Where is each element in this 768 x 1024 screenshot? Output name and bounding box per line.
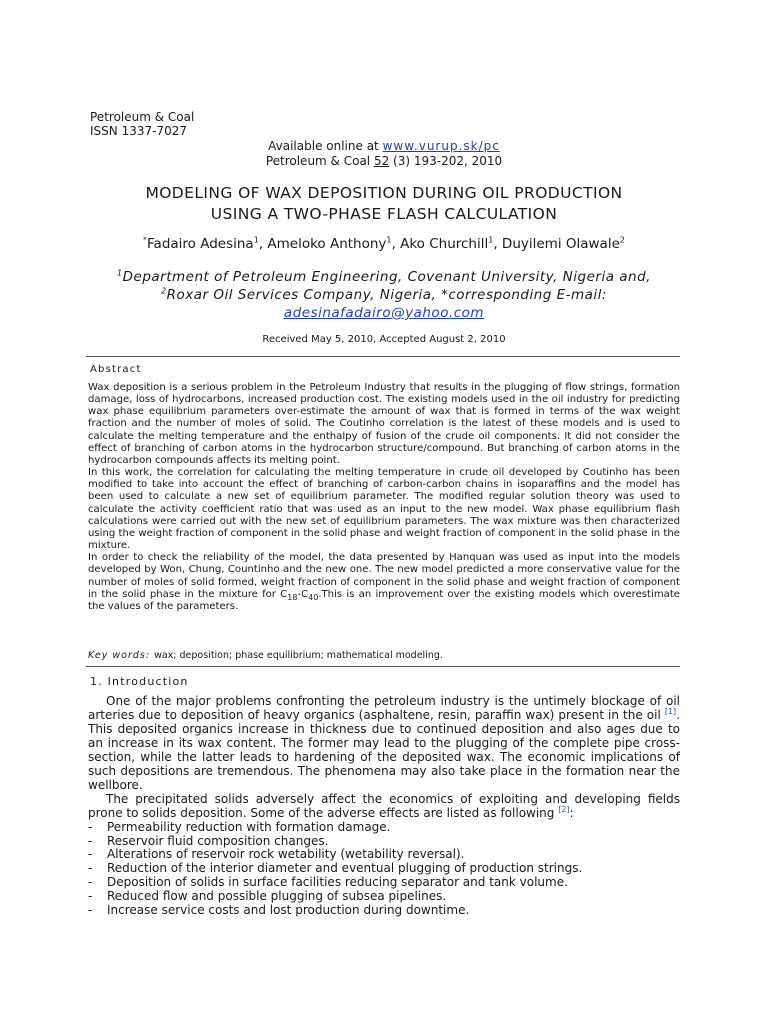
intro-p1-start: One of the major problems confronting the petroleum industry is the untimely blockage of oil arteries due to deposition of heavy organics (asphaltene, resin, paraffin wax) present in the oil [88,694,680,722]
affiliations [0,268,768,322]
abstract-p3-end: .This is an improvement over the existing models which overestimate the values of the parameters. [88,588,681,612]
list-bullet: - [88,819,93,834]
author-list [0,235,768,253]
abstract-paragraph-1: Wax deposition is a serious problem in the Petroleum Industry that results in the plugging of flow strings, formation damage, loss of hydrocarbons, increased production cost. The existing models used in the oil industry for predicting wax phase equilibrium parameters over-estimate the amount of wax that is formed in terms of the wax weight fraction and the number of moles of solid. The Coutinho correlation is the latest of these models and is used to calculate the melting temperature and the enthalpy of fusion of the crude oil components. It did not consider the effect of branching of carbon atoms in the hydrocarbon structure/compound. But branching of carbon atoms in the hydrocarbon compounds affects its melting point. [88,382,680,466]
list-item [88,904,680,918]
author-3-affil: 1 [488,235,494,245]
list-item [88,890,680,904]
abstract-body [88,382,680,613]
citation-suffix: (3) 193-202, 2010 [389,154,503,168]
affiliation-1 [0,268,768,286]
subscript-40: 40 [308,592,319,602]
introduction-body [88,695,680,918]
abstract-dash-c: -C [297,588,309,600]
title-line-2: USING A TWO-PHASE FLASH CALCULATION [210,205,558,223]
list-item-text: Reduction of the interior diameter and eventual plugging of production strings. [107,861,583,876]
citation-ref-2[interactable]: [2] [558,804,570,814]
intro-paragraph-1 [88,695,680,793]
received-dates: Received May 5, 2010, Accepted August 2, 2010 [262,334,506,345]
list-item-text: Reduced flow and possible plugging of subsea pipelines. [107,889,447,904]
corresponding-email-link[interactable]: adesinafadairo@yahoo.com [283,305,485,321]
abstract-label: Abstract [90,364,142,375]
affiliation-1-number: 1 [117,268,123,278]
abstract-paragraph-3 [88,552,680,613]
abstract-bottom-divider [86,666,680,667]
intro-p2-end: : [569,805,574,820]
journal-name: Petroleum & Coal [90,110,195,124]
list-item-text: Permeability reduction with formation damage. [107,819,391,834]
list-bullet: - [88,847,93,862]
paper-title [0,183,768,225]
available-prefix: Available online at [268,139,383,153]
list-bullet: - [88,833,93,848]
keywords-line [88,650,443,662]
issn: ISSN 1337-7027 [90,124,187,138]
list-bullet: - [88,889,93,904]
citation-prefix: Petroleum & Coal [265,154,374,168]
abstract-paragraph-2: In this work, the correlation for calculating the melting temperature in crude oil developed by Coutinho has been modified to take into account the effect of branching of carbon-carbon chains in isoparaffins and the model has been used to calculate a new set of equilibrium parameter. The modified regular solution theory was used to calculate the activity coefficient ratio that was used as an input to the new model. Wax phase equilibrium flash calculations were carried out with the new set of equilibrium parameters. The wax mixture was then characterized using the weight fraction of component in the solid phase and weight fraction of component in the solid phase in the mixture. [88,467,680,552]
intro-p1-end: . This deposited organics increase in thickness due to continued deposition and also ages due to an increase in its wax content. The former may lead to the plugging of the complete pipe cross-section, while the latter leads to hardening of the deposited wax. The economic implications of such depositions are tremendous. The phenomena may also take place in the formation near the wellbore. [88,707,680,792]
affiliation-2 [0,286,768,304]
list-item [88,835,680,849]
author-3: , Ako Churchill [391,236,489,252]
keywords-label: Key words: [88,650,155,661]
affiliation-2-number: 2 [161,286,167,296]
intro-paragraph-2 [88,793,680,821]
list-bullet: - [88,875,93,890]
list-item [88,848,680,862]
author-4: , Duyilemi Olawale [493,236,620,252]
corresponding-star: * [143,235,148,245]
author-1-affil: 1 [253,235,259,245]
list-item [88,821,680,835]
citation-volume: 52 [373,154,390,168]
author-4-affil: 2 [619,235,625,245]
author-2: , Ameloko Anthony [258,236,387,252]
email-line [0,304,768,322]
introduction-heading: 1. Introduction [90,675,189,688]
subscript-18: 18 [287,592,298,602]
list-item-text: Reservoir fluid composition changes. [107,833,329,848]
keywords-text: wax; deposition; phase equilibrium; mathematical modeling. [154,650,443,661]
list-bullet: - [88,903,93,918]
journal-header [90,110,194,138]
affiliation-1-text: Department of Petroleum Engineering, Covenant University, Nigeria and, [122,269,651,285]
list-item-text: Deposition of solids in surface facilities reducing separator and tank volume. [107,875,568,890]
author-1: Fadairo Adesina [147,236,254,252]
adverse-effects-list [88,821,680,919]
abstract-p3-start: In order to check the reliability of the model, the data presented by Hanquan was used as input into the models developed by Won, Chung, Countinho and the new one. The new model predicted a more conservative value for the number of moles of solid formed, weight fraction of component in the solid phase and weight fraction of component in the solid phase in the mixture for C [88,552,680,600]
availability-line [0,139,768,153]
citation-ref-1[interactable]: [1] [664,706,677,716]
citation-line [0,154,768,168]
list-item [88,862,680,876]
abstract-top-divider [86,356,680,357]
title-line-1: MODELING OF WAX DEPOSITION DURING OIL PRODUCTION [145,184,623,202]
affiliation-2-text: Roxar Oil Services Company, Nigeria, *corresponding E-mail: [166,287,607,303]
intro-p2-start: The precipitated solids adversely affect the economics of exploiting and developing fields prone to solids deposition. Some of the adverse effects are listed as following [88,791,680,820]
list-item-text: Alterations of reservoir rock wetability (wetability reversal). [107,847,465,862]
list-bullet: - [88,861,93,876]
journal-url-link[interactable]: www.vurup.sk/pc [382,139,500,153]
author-2-affil: 1 [386,235,392,245]
list-item [88,876,680,890]
list-item-text: Increase service costs and lost production during downtime. [107,903,470,918]
